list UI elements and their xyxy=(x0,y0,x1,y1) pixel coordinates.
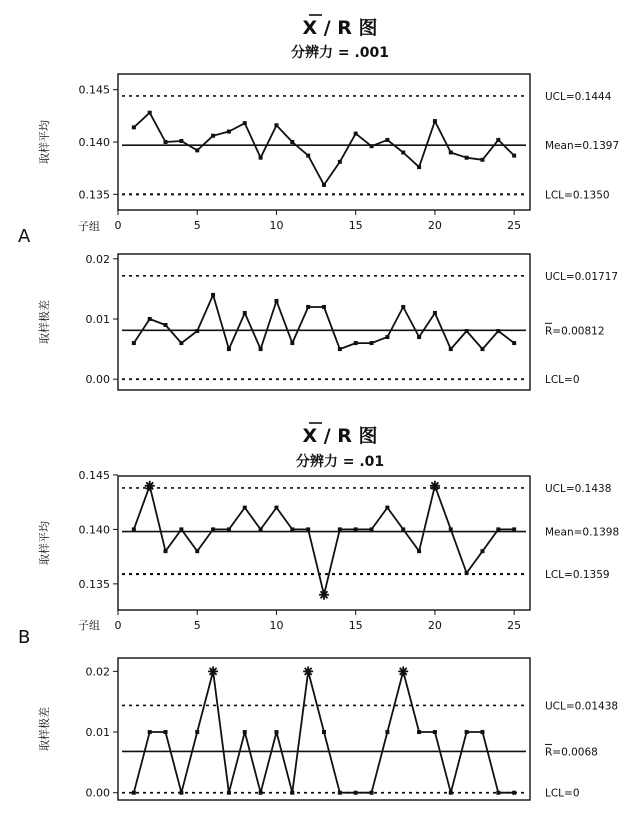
data-point xyxy=(417,549,421,553)
data-point xyxy=(433,730,437,734)
y-tick-label: 0.135 xyxy=(78,577,110,591)
x-tick-label: 0 xyxy=(114,219,122,232)
y-tick-label: 0.01 xyxy=(85,312,110,326)
x-tick-label: 15 xyxy=(348,219,363,232)
data-point xyxy=(465,730,469,734)
lcl-label: LCL=0 xyxy=(545,787,580,800)
data-point xyxy=(164,323,168,327)
chart-a-subtitle: 分辨力 = .001 xyxy=(290,45,390,61)
data-point xyxy=(417,335,421,339)
x-tick-label: 10 xyxy=(269,619,284,632)
data-point xyxy=(132,125,136,129)
xbar-chart-coarse-resolution xyxy=(37,469,619,632)
y-axis-label: 取样极差 xyxy=(38,707,51,751)
data-point xyxy=(132,791,136,795)
data-point xyxy=(243,121,247,125)
range-chart-coarse-resolution xyxy=(37,658,618,800)
data-point xyxy=(512,341,516,345)
data-point xyxy=(164,140,168,144)
data-point xyxy=(195,549,199,553)
y-tick-label: 0.140 xyxy=(78,136,110,149)
data-point xyxy=(417,165,421,169)
data-point xyxy=(338,160,342,164)
y-tick-label: 0.145 xyxy=(78,83,110,97)
x-tick-label: 20 xyxy=(427,219,442,232)
data-point xyxy=(132,341,136,345)
data-point xyxy=(306,154,310,158)
data-point xyxy=(179,791,183,795)
data-point xyxy=(243,730,247,734)
out-of-control-point xyxy=(430,481,440,491)
data-point xyxy=(148,111,152,115)
data-point xyxy=(259,347,263,351)
data-point xyxy=(259,156,263,160)
data-point xyxy=(306,305,310,309)
data-point xyxy=(401,150,405,154)
y-tick-label: 0.02 xyxy=(85,665,110,679)
data-point xyxy=(259,527,263,531)
y-axis-label: 取样极差 xyxy=(38,300,51,344)
data-point xyxy=(227,527,231,531)
data-point xyxy=(354,791,358,795)
range-chart-fine-resolution xyxy=(37,253,618,390)
data-point xyxy=(496,791,500,795)
y-axis-label: 取样平均 xyxy=(38,521,51,565)
data-point xyxy=(496,138,500,142)
data-point xyxy=(354,341,358,345)
data-series-line xyxy=(134,486,514,595)
data-point xyxy=(449,347,453,351)
data-point xyxy=(370,144,374,148)
data-point xyxy=(290,140,294,144)
out-of-control-point xyxy=(145,481,155,491)
data-point xyxy=(195,329,199,333)
y-tick-label: 0.00 xyxy=(85,373,110,387)
data-point xyxy=(512,791,516,795)
data-point xyxy=(401,305,405,309)
data-point xyxy=(370,527,374,531)
data-point xyxy=(480,347,484,351)
y-tick-label: 0.140 xyxy=(78,523,110,537)
center-label: R=0.00812 xyxy=(545,325,605,338)
data-point xyxy=(512,154,516,158)
data-point xyxy=(211,134,215,138)
data-point xyxy=(227,130,231,134)
data-point xyxy=(164,549,168,553)
data-point xyxy=(306,527,310,531)
center-label: Mean=0.1398 xyxy=(545,526,620,539)
y-tick-label: 0.00 xyxy=(85,786,110,800)
x-tick-label: 5 xyxy=(193,219,201,232)
x-tick-label: 25 xyxy=(507,619,522,632)
data-point xyxy=(338,527,342,531)
data-point xyxy=(449,150,453,154)
data-point xyxy=(227,347,231,351)
x-tick-label: 15 xyxy=(348,619,363,632)
ucl-label: UCL=0.1444 xyxy=(545,90,612,103)
xbar-chart-fine-resolution xyxy=(37,74,619,232)
data-point xyxy=(290,527,294,531)
data-point xyxy=(385,506,389,510)
data-point xyxy=(480,158,484,162)
data-point xyxy=(496,329,500,333)
data-point xyxy=(449,527,453,531)
ucl-label: UCL=0.01438 xyxy=(545,700,619,713)
data-point xyxy=(179,527,183,531)
data-point xyxy=(512,527,516,531)
data-point xyxy=(480,549,484,553)
plot-frame xyxy=(118,254,530,390)
data-point xyxy=(480,730,484,734)
data-point xyxy=(417,730,421,734)
subgroup-axis-label: 子组 xyxy=(78,220,100,233)
data-point xyxy=(211,293,215,297)
data-point xyxy=(385,138,389,142)
data-point xyxy=(164,730,168,734)
data-series-line xyxy=(134,113,514,185)
out-of-control-point xyxy=(303,666,313,676)
data-point xyxy=(195,148,199,152)
data-point xyxy=(433,311,437,315)
data-point xyxy=(338,347,342,351)
chart-a-title: X / R 图 xyxy=(302,17,378,39)
data-point xyxy=(211,527,215,531)
data-point xyxy=(322,183,326,187)
panel-label-b: B xyxy=(18,627,31,648)
center-label: R=0.0068 xyxy=(545,746,598,759)
data-point xyxy=(274,506,278,510)
data-point xyxy=(370,791,374,795)
out-of-control-point xyxy=(319,590,329,600)
data-point xyxy=(449,791,453,795)
panel-label-a: A xyxy=(18,226,31,247)
data-point xyxy=(259,791,263,795)
chart-b-title: X / R 图 xyxy=(302,425,378,447)
y-tick-label: 0.01 xyxy=(85,726,110,740)
x-tick-label: 20 xyxy=(427,619,442,632)
data-point xyxy=(433,119,437,123)
lcl-label: LCL=0.1359 xyxy=(545,569,610,582)
y-tick-label: 0.145 xyxy=(78,468,110,482)
data-point xyxy=(179,139,183,143)
data-point xyxy=(496,527,500,531)
ucl-label: UCL=0.01717 xyxy=(545,270,619,283)
x-tick-label: 10 xyxy=(269,219,284,232)
lcl-label: LCL=0.1350 xyxy=(545,189,610,202)
data-point xyxy=(322,730,326,734)
data-point xyxy=(274,123,278,127)
data-point xyxy=(465,329,469,333)
data-series-line xyxy=(134,295,514,349)
data-point xyxy=(195,730,199,734)
y-tick-label: 0.135 xyxy=(78,188,110,202)
chart-b-subtitle: 分辨力 = .01 xyxy=(295,454,385,470)
data-point xyxy=(243,506,247,510)
data-point xyxy=(354,527,358,531)
data-point xyxy=(132,527,136,531)
y-tick-label: 0.02 xyxy=(85,252,110,266)
data-point xyxy=(385,335,389,339)
data-point xyxy=(148,730,152,734)
y-axis-label: 取样平均 xyxy=(38,120,51,164)
ucl-label: UCL=0.1438 xyxy=(545,482,612,495)
x-tick-label: 25 xyxy=(507,219,522,232)
data-point xyxy=(274,299,278,303)
data-point xyxy=(354,132,358,136)
data-point xyxy=(243,311,247,315)
out-of-control-point xyxy=(208,666,218,676)
out-of-control-point xyxy=(398,666,408,676)
center-label: Mean=0.1397 xyxy=(545,140,620,153)
data-point xyxy=(290,341,294,345)
data-point xyxy=(148,317,152,321)
data-point xyxy=(290,791,294,795)
data-point xyxy=(274,730,278,734)
data-point xyxy=(385,730,389,734)
data-point xyxy=(401,527,405,531)
data-point xyxy=(322,305,326,309)
data-point xyxy=(227,791,231,795)
subgroup-axis-label: 子组 xyxy=(78,619,100,632)
x-tick-label: 5 xyxy=(193,619,201,632)
lcl-label: LCL=0 xyxy=(545,374,580,387)
data-point xyxy=(465,571,469,575)
x-tick-label: 0 xyxy=(114,619,122,632)
data-point xyxy=(338,791,342,795)
data-point xyxy=(465,156,469,160)
data-point xyxy=(370,341,374,345)
data-point xyxy=(179,341,183,345)
